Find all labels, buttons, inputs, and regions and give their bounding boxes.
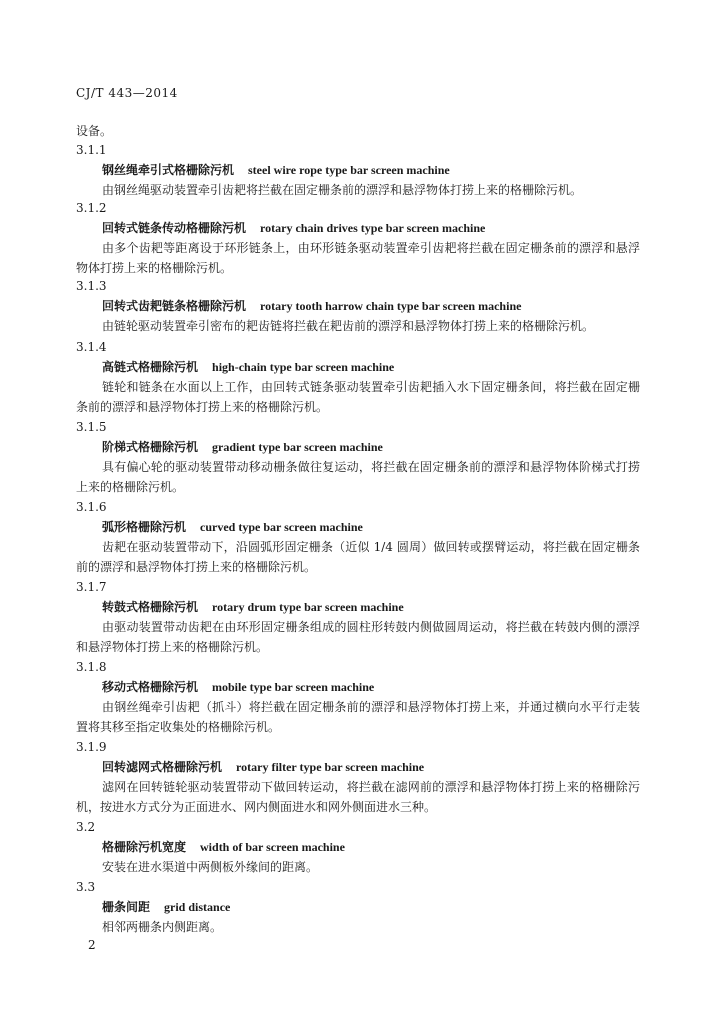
term-entry-3-1-1 xyxy=(76,140,641,200)
term-en: mobile type bar screen machine xyxy=(212,680,375,694)
term-cn: 弧形格栅除污机 xyxy=(102,520,187,534)
term-definition: 相邻两栅条内侧距离。 xyxy=(102,920,223,934)
term-definition: 由链轮驱动装置牵引密布的耙齿链将拦截在耙齿前的漂浮和悬浮物体打捞上来的格栅除污机。 xyxy=(102,319,595,333)
term-en: gradient type bar screen machine xyxy=(212,440,383,454)
clause-number: 3.1.2 xyxy=(76,201,107,215)
clause-number: 3.2 xyxy=(76,820,96,834)
term-heading xyxy=(76,837,641,857)
term-heading xyxy=(76,357,641,377)
term-cn: 格栅除污机宽度 xyxy=(102,840,187,854)
term-entry-3-3 xyxy=(76,877,641,937)
term-definition: 滤网在回转链轮驱动装置带动下做回转运动，将拦截在滤网前的漂浮和悬浮物体打捞上来的格栅除污机，按进水方式分为正面进水、网内侧面进水和网外侧面进水三种。 xyxy=(76,780,640,814)
term-en: grid distance xyxy=(164,900,231,914)
term-entry-3-1-6 xyxy=(76,497,641,577)
term-definition: 由驱动装置带动齿耙在由环形固定栅条组成的圆柱形转鼓内侧做圆周运动，将拦截在转鼓内侧的漂浮和悬浮物体打捞上来的格栅除污机。 xyxy=(76,620,640,654)
term-definition: 链轮和链条在水面以上工作，由回转式链条驱动装置牵引齿耙插入水下固定栅条间，将拦截在固定栅条前的漂浮和悬浮物体打捞上来的格栅除污机。 xyxy=(76,380,640,414)
term-cn: 回转式链条传动格栅除污机 xyxy=(102,221,247,235)
term-entry-3-1-7 xyxy=(76,577,641,657)
clause-number: 3.1.9 xyxy=(76,740,107,754)
term-entry-3-1-5 xyxy=(76,417,641,497)
term-en: rotary filter type bar screen machine xyxy=(236,760,425,774)
term-en: rotary drum type bar screen machine xyxy=(212,600,404,614)
clause-number: 3.1.1 xyxy=(76,143,107,157)
term-entry-3-1-2 xyxy=(76,198,641,278)
term-heading xyxy=(76,757,641,777)
term-cn: 钢丝绳牵引式格栅除污机 xyxy=(102,163,235,177)
term-heading xyxy=(76,517,641,537)
term-entry-3-1-3 xyxy=(76,276,641,336)
clause-number: 3.1.8 xyxy=(76,660,107,674)
clause-number: 3.1.4 xyxy=(76,340,107,354)
clause-number: 3.3 xyxy=(76,880,96,894)
term-en: width of bar screen machine xyxy=(200,840,345,854)
term-cn: 栅条间距 xyxy=(102,900,151,914)
term-cn: 阶梯式格栅除污机 xyxy=(102,440,199,454)
term-cn: 移动式格栅除污机 xyxy=(102,680,199,694)
clause-number: 3.1.3 xyxy=(76,279,107,293)
continued-text: 设备。 xyxy=(76,124,113,138)
term-entry-3-1-4 xyxy=(76,337,641,417)
term-en: high-chain type bar screen machine xyxy=(212,360,395,374)
term-cn: 回转式齿耙链条格栅除污机 xyxy=(102,299,247,313)
term-heading xyxy=(76,437,641,457)
term-heading xyxy=(76,218,641,238)
term-en: rotary chain drives type bar screen machine xyxy=(260,221,486,235)
term-cn: 高链式格栅除污机 xyxy=(102,360,199,374)
term-heading xyxy=(76,296,641,316)
term-definition: 具有偏心轮的驱动装置带动移动栅条做往复运动，将拦截在固定栅条前的漂浮和悬浮物体阶梯式打捞上来的格栅除污机。 xyxy=(76,460,640,494)
term-heading xyxy=(76,677,641,697)
term-definition: 由多个齿耙等距离设于环形链条上，由环形链条驱动装置牵引齿耙将拦截在固定栅条前的漂浮和悬浮物体打捞上来的格栅除污机。 xyxy=(76,241,640,275)
term-definition: 齿耙在驱动装置带动下，沿圆弧形固定栅条（近似 1/4 圆周）做回转或摆臂运动，将拦截在固定栅条前的漂浮和悬浮物体打捞上来的格栅除污机。 xyxy=(76,540,640,574)
page-number: 2 xyxy=(88,938,96,952)
term-entry-3-1-9 xyxy=(76,737,641,817)
term-definition: 由钢丝绳牵引齿耙（抓斗）将拦截在固定栅条前的漂浮和悬浮物体打捞上来，并通过横向水平行走装置将其移至指定收集处的格栅除污机。 xyxy=(76,700,640,734)
term-entry-3-2 xyxy=(76,817,641,877)
term-en: curved type bar screen machine xyxy=(200,520,363,534)
standard-code-header: CJ/T 443—2014 xyxy=(76,86,178,100)
term-en: rotary tooth harrow chain type bar screen machine xyxy=(260,299,522,313)
term-heading xyxy=(76,160,641,180)
term-cn: 回转滤网式格栅除污机 xyxy=(102,760,223,774)
term-heading xyxy=(76,897,641,917)
term-entry-3-1-8 xyxy=(76,657,641,737)
term-cn: 转鼓式格栅除污机 xyxy=(102,600,199,614)
clause-number: 3.1.5 xyxy=(76,420,107,434)
clause-number: 3.1.7 xyxy=(76,580,107,594)
term-definition: 安装在进水渠道中两侧板外缘间的距离。 xyxy=(102,860,319,874)
clause-number: 3.1.6 xyxy=(76,500,107,514)
term-heading xyxy=(76,597,641,617)
term-definition: 由钢丝绳驱动装置牵引齿耙将拦截在固定栅条前的漂浮和悬浮物体打捞上来的格栅除污机。 xyxy=(102,183,583,197)
term-en: steel wire rope type bar screen machine xyxy=(248,163,450,177)
